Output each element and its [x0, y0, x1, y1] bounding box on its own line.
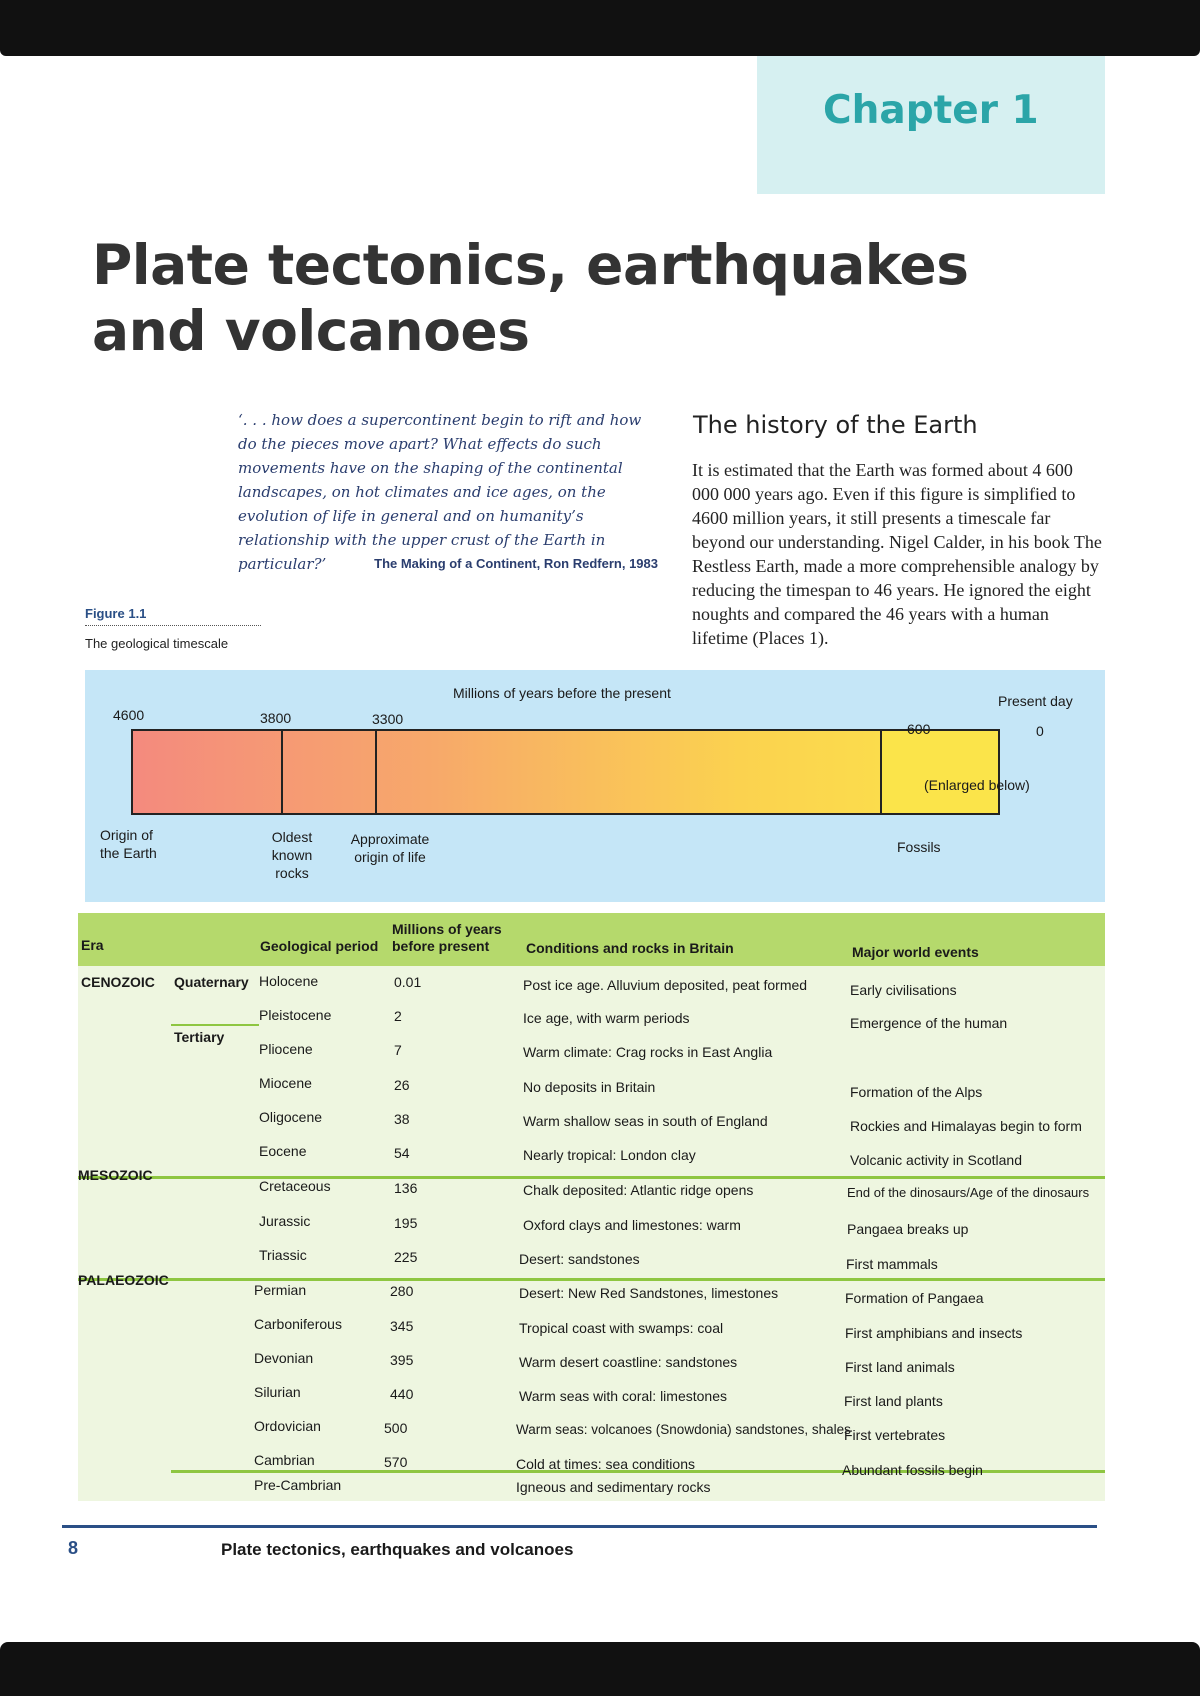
cell-period: Eocene	[259, 1143, 307, 1159]
cell-conditions: Nearly tropical: London clay	[523, 1147, 696, 1163]
cell-period: Holocene	[259, 973, 319, 989]
figure-divider	[85, 625, 261, 626]
header-events: Major world events	[852, 944, 979, 960]
timeline-present-day: Present day	[998, 693, 1073, 709]
cell-period: Pre-Cambrian	[254, 1477, 342, 1493]
timeline-label-origin-earth: Origin of the Earth	[100, 827, 157, 861]
cell-conditions: Chalk deposited: Atlantic ridge opens	[523, 1182, 754, 1198]
cell-myears: 195	[394, 1215, 418, 1231]
cell-conditions: Oxford clays and limestones: warm	[523, 1217, 741, 1233]
figure-caption: The geological timescale	[85, 636, 229, 651]
cell-events: First land plants	[844, 1393, 943, 1409]
cell-period: Miocene	[259, 1075, 312, 1091]
cell-myears: 2	[394, 1008, 402, 1024]
timeline-label-fossils: Fossils	[897, 839, 941, 855]
cell-conditions: Desert: sandstones	[519, 1251, 640, 1267]
era-divider-palaeozoic	[78, 1278, 1105, 1281]
cell-conditions: No deposits in Britain	[523, 1079, 656, 1095]
cell-events: Early civilisations	[850, 982, 957, 998]
cell-period: Jurassic	[259, 1213, 311, 1229]
cell-conditions: Warm desert coastline: sandstones	[519, 1354, 738, 1370]
timeline-tick-3300: 3300	[372, 711, 404, 727]
epigraph-quote: ‘. . . how does a supercontinent begin to rift and how do the pieces move apart? What effects do such movements have on the shaping of the continental landscapes, on hot climates and ice ages, on the evolution of life in general and on humanity’s relationship with the upper crust of the Earth in particular?’	[238, 411, 642, 573]
cell-myears: 440	[390, 1386, 414, 1402]
scan-border-bottom	[0, 1642, 1200, 1696]
cell-myears: 0.01	[394, 974, 422, 990]
cell-period: Ordovician	[254, 1418, 321, 1434]
geological-table	[78, 913, 1105, 1501]
cell-events: First vertebrates	[844, 1427, 946, 1443]
cell-myears: 345	[390, 1318, 414, 1334]
page-title	[92, 232, 992, 364]
cell-events: Emergence of the human	[850, 1015, 1008, 1031]
cell-period: Carboniferous	[254, 1316, 342, 1332]
page-title-line1: Plate tectonics, earthquakes	[92, 233, 969, 297]
epigraph-source: The Making of a Continent, Ron Redfern, 1983	[374, 556, 658, 571]
cell-events: Formation of Pangaea	[845, 1290, 984, 1306]
cell-events: Formation of the Alps	[850, 1084, 983, 1100]
header-period: Geological period	[260, 938, 379, 954]
cell-myears: 225	[394, 1249, 418, 1265]
cell-period: Triassic	[259, 1247, 307, 1263]
cell-events: Pangaea breaks up	[847, 1221, 969, 1237]
cell-events: Rockies and Himalayas begin to form	[850, 1118, 1082, 1134]
cell-myears: 280	[390, 1283, 414, 1299]
cell-myears: 54	[394, 1145, 410, 1161]
cell-period: Cretaceous	[259, 1178, 331, 1194]
cell-myears: 26	[394, 1077, 410, 1093]
timeline-tick-3800: 3800	[260, 710, 292, 726]
cell-period: Pleistocene	[259, 1007, 332, 1023]
cell-myears: 395	[390, 1352, 414, 1368]
cell-conditions: Warm shallow seas in south of England	[523, 1113, 768, 1129]
timeline-tick-4600: 4600	[113, 707, 145, 723]
cell-period: Pliocene	[259, 1041, 313, 1057]
page-number: 8	[68, 1538, 79, 1558]
timeline-label-origin-life: Approximate origin of life	[350, 831, 430, 865]
cell-period: Oligocene	[259, 1109, 323, 1125]
cell-myears: 38	[394, 1111, 410, 1127]
cell-period: Devonian	[254, 1350, 314, 1366]
page-title-line2: and volcanoes	[92, 299, 530, 363]
cell-myears: 500	[384, 1420, 408, 1436]
figure-number: Figure 1.1	[85, 606, 147, 621]
cell-conditions: Warm seas with coral: limestones	[519, 1388, 727, 1404]
chapter-label: Chapter 1	[823, 88, 1039, 133]
header-myears: Millions of years before present	[392, 921, 502, 954]
header-era: Era	[81, 937, 104, 953]
cell-myears: 570	[384, 1454, 408, 1470]
cell-events: First land animals	[845, 1359, 955, 1375]
timeline-enlarged-segment	[881, 730, 999, 814]
timeline-enlarged-note: (Enlarged below)	[924, 777, 1030, 793]
era-cenozoic: CENOZOIC	[81, 974, 155, 990]
timeline-axis-title: Millions of years before the present	[453, 685, 671, 701]
cell-conditions: Igneous and sedimentary rocks	[516, 1479, 711, 1495]
cell-conditions: Post ice age. Alluvium deposited, peat formed	[523, 977, 808, 993]
cell-conditions: Cold at times: sea conditions	[516, 1456, 695, 1472]
era-divider-mesozoic	[78, 1176, 1105, 1179]
subera-quaternary: Quaternary	[174, 974, 249, 990]
era-palaeozoic: PALAEOZOIC	[78, 1272, 169, 1288]
section-heading: The history of the Earth	[693, 411, 978, 439]
cell-events: End of the dinosaurs/Age of the dinosaurs	[847, 1185, 1090, 1200]
cell-myears: 136	[394, 1180, 418, 1196]
era-mesozoic: MESOZOIC	[78, 1167, 153, 1183]
timeline-tick-0: 0	[1036, 723, 1044, 739]
running-footer-title: Plate tectonics, earthquakes and volcanoes	[221, 1540, 574, 1559]
cell-events: Volcanic activity in Scotland	[850, 1152, 1022, 1168]
cell-conditions: Desert: New Red Sandstones, limestones	[519, 1285, 779, 1301]
scan-border-top	[0, 0, 1200, 56]
cell-conditions: Warm climate: Crag rocks in East Anglia	[523, 1044, 773, 1060]
cell-myears: 7	[394, 1042, 402, 1058]
cell-conditions: Ice age, with warm periods	[523, 1010, 690, 1026]
cell-events: First amphibians and insects	[845, 1325, 1023, 1341]
header-conditions: Conditions and rocks in Britain	[526, 940, 734, 956]
footer-rule	[62, 1525, 1097, 1528]
cell-period: Cambrian	[254, 1452, 315, 1468]
subera-tertiary: Tertiary	[174, 1029, 225, 1045]
timeline-bar	[132, 730, 999, 814]
cell-conditions: Tropical coast with swamps: coal	[519, 1320, 724, 1336]
cell-events: First mammals	[846, 1256, 938, 1272]
cell-conditions: Warm seas: volcanoes (Snowdonia) sandstones, shales	[516, 1422, 851, 1437]
subera-divider	[171, 1024, 259, 1026]
cell-period: Silurian	[254, 1384, 301, 1400]
cell-period: Permian	[254, 1282, 307, 1298]
section-body: It is estimated that the Earth was formed about 4 600 000 000 years ago. Even if this figure is simplified to 4600 million years, it still presents a timescale far beyond our understanding. Nigel Calder, in his book The Restless Earth, made a more comprehensible analogy by reducing the timespan to 46 years. He ignored the eight noughts and compared the 46 years with a human lifetime (Places 1).	[692, 460, 1102, 648]
timeline-tick-600: 600	[907, 721, 931, 737]
timeline-label-oldest-rocks: Oldest known rocks	[271, 829, 313, 881]
cell-events: Abundant fossils begin	[842, 1462, 983, 1478]
